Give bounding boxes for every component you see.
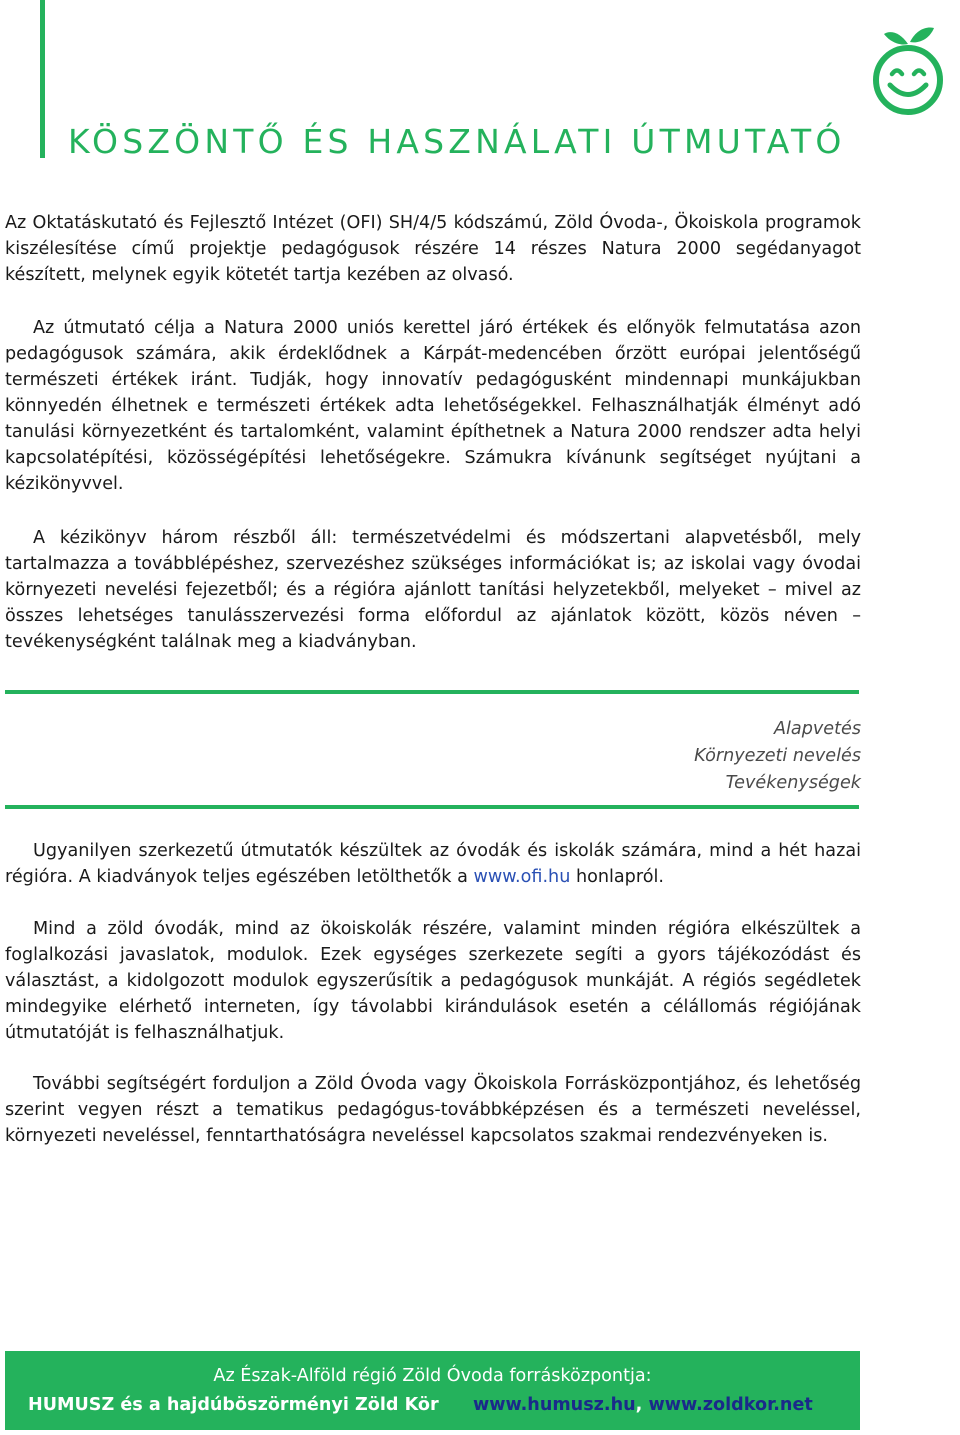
contents-item: Alapvetés	[774, 719, 861, 739]
intro-paragraph-2: Az útmutató célja a Natura 2000 uniós kerettel járó értékek és előnyök felmutatása azon pedagógusok számára, akik érdeklődnek a Kárpát-medencében őrzött európai jelentőségű természeti értékek iránt. Tudják, hogy innovatív pedagógusként mindennapi munkájukban könnyedén élhetnek e természeti értékek adta lehetőségekkel. Felhasználhatják élményt adó tanulási környezetként és tartalomként, valamint építhetnek a Natura 2000 rendszer adta helyi kapcsolatépítési, közösségépítési lehetőségekre. Számukra kívánunk segítséget nyújtani a kézikönyvvel.	[5, 318, 861, 494]
ofi-link[interactable]: www.ofi.hu	[473, 867, 571, 887]
intro-paragraph-3: A kézikönyv három részből áll: természetvédelmi és módszertani alapvetésből, mely tartalmazza a továbblépéshez, szervezéshez szükséges információkat is; az iskolai vagy óvodai környezeti nevelési fejezetből; és a régióra ajánlott tanítási helyzetekből, melyeket – mivel az összes lehetséges tanulásszervezési forma előfordul az ajánlatok között, közös néven – tevékenységként találnak meg a kiadványban.	[5, 528, 861, 652]
p4-text-end: honlapról.	[570, 867, 664, 887]
footer-separator: ,	[635, 1395, 643, 1415]
body-paragraph-5: Mind a zöld óvodák, mind az ökoiskolák részére, valamint minden régióra elkészültek a foglalkozási javaslatok, modulok. Ezek egységes szerkezete segíti a gyors tájékozódást és választást, a kidolgozott modulok egyszerűsítik a pedagógusok munkáját. A régiós segédletek mindegyike elérhető interneten, így távolabbi kirándulások esetén a célállomás régiójának útmutatóját is felhasználhatjuk.	[5, 919, 861, 1043]
contents-item: Tevékenységek	[725, 773, 861, 793]
contents-item: Környezeti nevelés	[694, 746, 861, 766]
footer-line-1: Az Észak-Alföld régió Zöld Óvoda forrásközpontja:	[213, 1366, 652, 1386]
smiley-fruit-icon	[864, 22, 952, 118]
body-paragraph-6: További segítségért forduljon a Zöld Óvoda vagy Ökoiskola Forrásközpontjához, és lehetőség szerint vegyen részt a tematikus pedagógus-továbbképzésen és a természeti neveléssel, környezeti neveléssel, fenntarthatóságra neveléssel kapcsolatos szakmai rendezvényeken is.	[5, 1074, 861, 1146]
page-title: KÖSZÖNTŐ ÉS HASZNÁLATI ÚTMUTATÓ	[68, 122, 846, 161]
divider-bottom	[5, 805, 859, 809]
body-paragraph-4	[5, 838, 861, 890]
p4-text-start: Ugyanilyen szerkezetű útmutatók készültek az óvodák és iskolák számára, mind a hét hazai régióra. A kiadványok teljes egészében letölthetők a	[5, 841, 861, 887]
footer-banner	[5, 1351, 860, 1430]
accent-bar	[40, 0, 45, 158]
footer-org: HUMUSZ és a hajdúböszörményi Zöld Kör	[28, 1395, 439, 1415]
humusz-link[interactable]: www.humusz.hu	[472, 1395, 636, 1415]
intro-paragraph-1: Az Oktatáskutató és Fejlesztő Intézet (OFI) SH/4/5 kódszámú, Zöld Óvoda-, Ökoiskola programok kiszélesítése című projektje pedagógusok részére 14 részes Natura 2000 segédanyagot készített, melynek egyik kötetét tartja kezében az olvasó.	[5, 213, 861, 285]
footer-line-2	[28, 1393, 848, 1417]
contents-list	[5, 716, 861, 797]
divider-top	[5, 690, 859, 694]
zoldkor-link[interactable]: www.zoldkor.net	[648, 1395, 813, 1415]
